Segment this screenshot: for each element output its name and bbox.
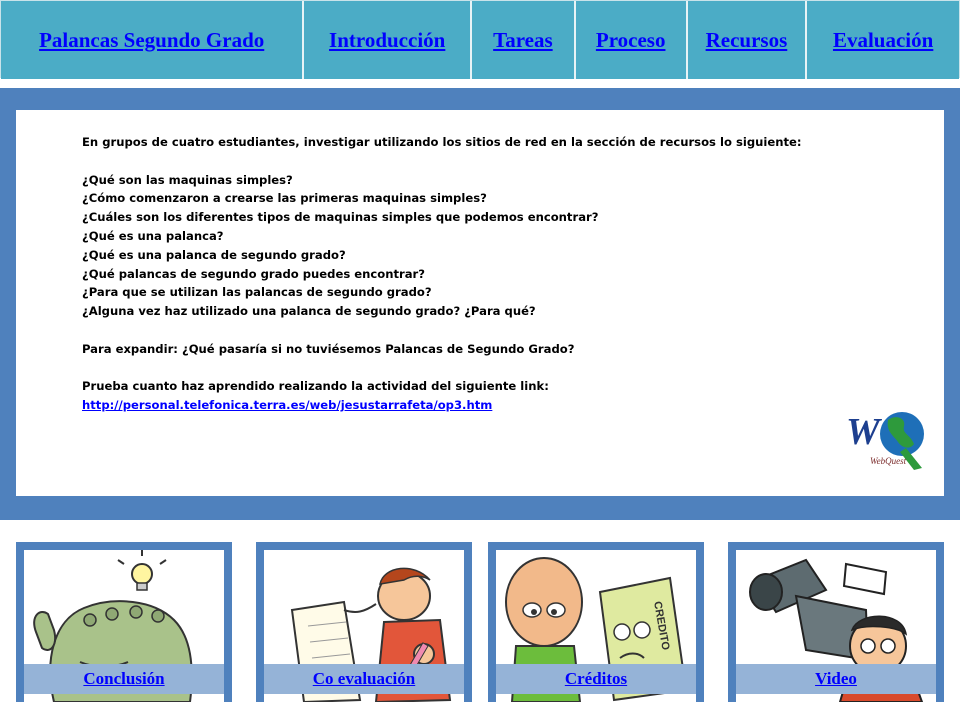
task-intro: En grupos de cuatro estudiantes, investigar utilizando los sitios de red en la sección de recursos lo siguiente:: [82, 135, 802, 149]
nav-link-palancas[interactable]: Palancas Segundo Grado: [39, 27, 265, 52]
nav-cell-recursos: [688, 1, 808, 79]
nav-cell-evaluacion: [807, 1, 959, 79]
card-label-bar: [736, 664, 936, 694]
card-video: [728, 542, 944, 702]
video-link[interactable]: Video: [815, 669, 857, 688]
activity-text: Prueba cuanto haz aprendido realizando la actividad del siguiente link:: [82, 379, 549, 394]
question-item: ¿Cuáles son los diferentes tipos de maquinas simples que podemos encontrar?: [82, 210, 599, 225]
credit-card-text: CREDITO: [651, 600, 672, 652]
question-item: ¿Qué palancas de segundo grado puedes encontrar?: [82, 266, 426, 281]
nav-cell-proceso: [576, 1, 688, 79]
svg-text:W: W: [846, 411, 880, 453]
svg-text:WebQuest: WebQuest: [870, 456, 907, 466]
conclusion-link[interactable]: Conclusión: [83, 669, 165, 688]
creditos-link[interactable]: Créditos: [564, 669, 628, 688]
nav-link-evaluacion[interactable]: Evaluación: [832, 27, 934, 52]
top-navigation: [0, 0, 960, 78]
nav-cell-tareas: [472, 1, 576, 79]
card-conclusion-inner: [24, 550, 224, 702]
card-label-bar: [24, 664, 224, 694]
task-text: [82, 133, 842, 415]
question-item: ¿Cómo comenzaron a crearse las primeras maquinas simples?: [82, 191, 487, 206]
main-content-frame: [0, 88, 960, 520]
expand-question: Para expandir: ¿Qué pasaría si no tuviésemos Palancas de Segundo Grado?: [82, 341, 575, 356]
question-item: ¿Qué es una palanca?: [82, 228, 224, 243]
card-video-inner: [736, 550, 936, 702]
question-item: ¿Qué son las maquinas simples?: [82, 172, 293, 187]
card-label-bar: [496, 664, 696, 694]
nav-link-proceso[interactable]: Proceso: [595, 27, 666, 52]
nav-cell-introduccion: [304, 1, 472, 79]
activity-link[interactable]: http://personal.telefonica.terra.es/web/jesustarrafeta/op3.htm: [82, 398, 493, 413]
main-content-card: [16, 110, 944, 496]
card-label-bar: [264, 664, 464, 694]
question-item: ¿Alguna vez haz utilizado una palanca de segundo grado? ¿Para qué?: [82, 304, 536, 319]
card-co-evaluacion-inner: [264, 550, 464, 702]
card-co-evaluacion: [256, 542, 472, 702]
card-creditos-inner: [496, 550, 696, 702]
webquest-logo: [844, 404, 930, 474]
nav-link-introduccion[interactable]: Introducción: [329, 27, 446, 52]
question-item: ¿Qué es una palanca de segundo grado?: [82, 247, 346, 262]
nav-link-tareas[interactable]: Tareas: [493, 27, 553, 52]
nav-link-recursos[interactable]: Recursos: [705, 27, 788, 52]
card-conclusion: [16, 542, 232, 702]
question-item: ¿Para que se utilizan las palancas de segundo grado?: [82, 285, 432, 300]
co-evaluacion-link[interactable]: Co evaluación: [312, 669, 416, 688]
card-creditos: [488, 542, 704, 702]
nav-cell-home: [1, 1, 304, 79]
